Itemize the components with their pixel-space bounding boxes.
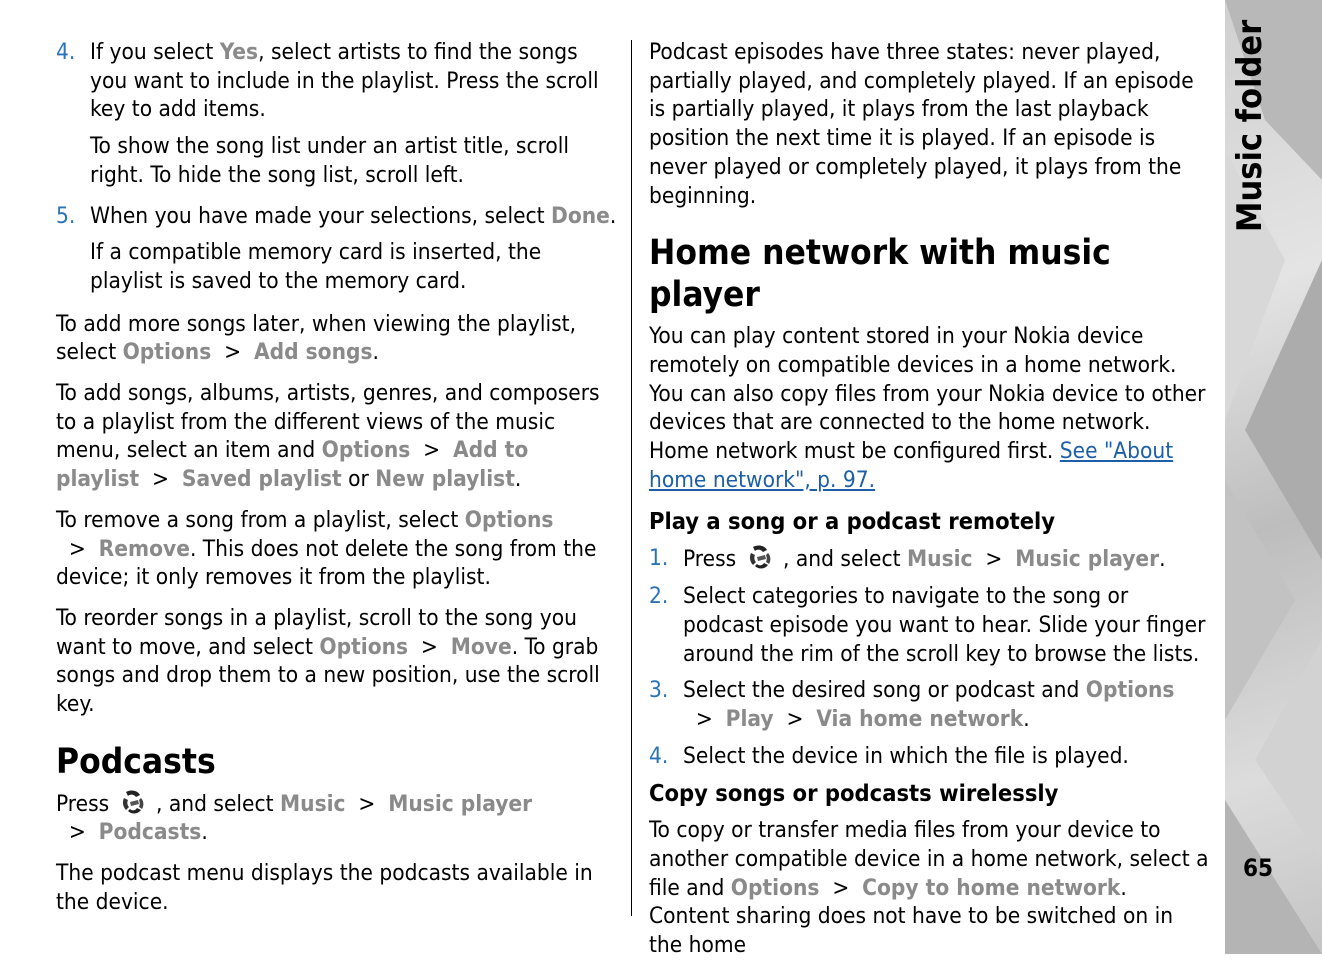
list-item: 2. Select categories to navigate to the song or podcast episode you want to hear. Slide your finger around the rim of the scroll key to browse the lists. [649,583,1206,667]
text: When you have made your selections, select [90,202,552,229]
paragraph: Press , and select Music > Music player > Podcasts. [56,790,533,846]
menu-term: Options [122,339,212,366]
step-number: 2. [649,583,669,610]
column-divider [631,40,632,916]
step-number: 4. [56,39,76,65]
paragraph: To reorder songs in a playlist, scroll to the song you want to move, and select Options > Move. To grab songs and drop them to a new position, use the scroll key. [56,604,600,718]
menu-term: Music [907,546,973,573]
menu-term: Options [321,437,411,464]
menu-term: Move [450,633,512,660]
paragraph: To add songs, albums, artists, genres, and composers to a playlist from the different views of the music menu, select an item and Options > Add to playlist > Saved playlist or New playlist. [56,380,600,493]
chapter-title: Music folder [1230,19,1270,232]
list-item [56,38,618,124]
menu-term: Podcasts [98,819,202,846]
menu-key-icon [116,789,150,817]
list-item [56,202,618,231]
menu-term: Remove [98,535,190,562]
subheading-copy-wirelessly: Copy songs or podcasts wirelessly [649,779,1059,808]
left-column [56,38,618,929]
menu-term: Options [319,633,409,660]
paragraph: To add more songs later, when viewing the playlist, select Options > Add songs. [56,310,576,366]
paragraph: The podcast menu displays the podcasts available in the device. [56,860,593,915]
menu-term: Yes [219,39,259,65]
menu-term: Options [730,874,820,901]
text: , select artists to find the songs you want to include in the playlist. Press the scroll key to add items. [90,39,599,123]
menu-term: New playlist [375,466,515,493]
cross-reference-link[interactable]: See "About home network", p. 97. [649,438,1174,493]
menu-term: Music player [388,790,533,817]
text: If you select [90,39,220,65]
list-item: 1. Press , and select Music > Music player. [649,545,1166,573]
menu-term: Options [1085,677,1175,704]
step-number: 4. [649,742,669,769]
page-number: 65 [1243,854,1274,882]
subheading-play-remotely: Play a song or a podcast remotely [649,507,1056,536]
step-number: 1. [649,545,669,572]
menu-term: Play [725,705,774,732]
menu-key-icon [743,544,777,572]
menu-term: Done [551,202,610,229]
paragraph: You can play content stored in your Nokia device remotely on compatible devices in a home network. You can also copy files from your Nokia device to other devices that are connected to the home network. Home network must be configured first. See "About home network", p. 97. [649,323,1206,493]
menu-term: Music [280,790,346,817]
menu-term: Copy to home network [862,874,1121,901]
paragraph: Podcast episodes have three states: never played, partially played, and completely played. If an episode is partially played, it plays from the last playback position the next time it is played. If an episode is never played or completely played, it plays from the beginning. [649,39,1194,209]
menu-term: Via home network [816,705,1024,732]
step-number: 5. [56,202,76,229]
right-column [649,38,1211,972]
paragraph: To remove a song from a playlist, select Options > Remove. This does not delete the song from the device; it only removes it from the playlist. [56,506,597,591]
paragraph: To show the song list under an artist title, scroll right. To hide the song list, scroll left. [90,133,570,188]
section-heading-home-network: Home network with music player [649,233,1111,316]
menu-term: Saved playlist [181,466,342,493]
list-item: 3. Select the desired song or podcast and Options > Play > Via home network. [649,677,1175,732]
text: . [609,202,617,229]
menu-term: Add to playlist [56,437,529,493]
menu-term: Add songs [253,339,373,366]
list-item: 4. Select the device in which the file is played. [649,742,1129,769]
menu-term: Options [464,506,554,533]
section-heading-podcasts: Podcasts [56,741,216,782]
paragraph: If a compatible memory card is inserted, the playlist is saved to the memory card. [90,239,542,294]
step-number: 3. [649,677,669,704]
menu-term: Music player [1015,546,1160,573]
paragraph: To copy or transfer media files from your device to another compatible device in a home network, select a file and Options > Copy to home network. Content sharing does not have to be switched on in the home [649,817,1209,959]
